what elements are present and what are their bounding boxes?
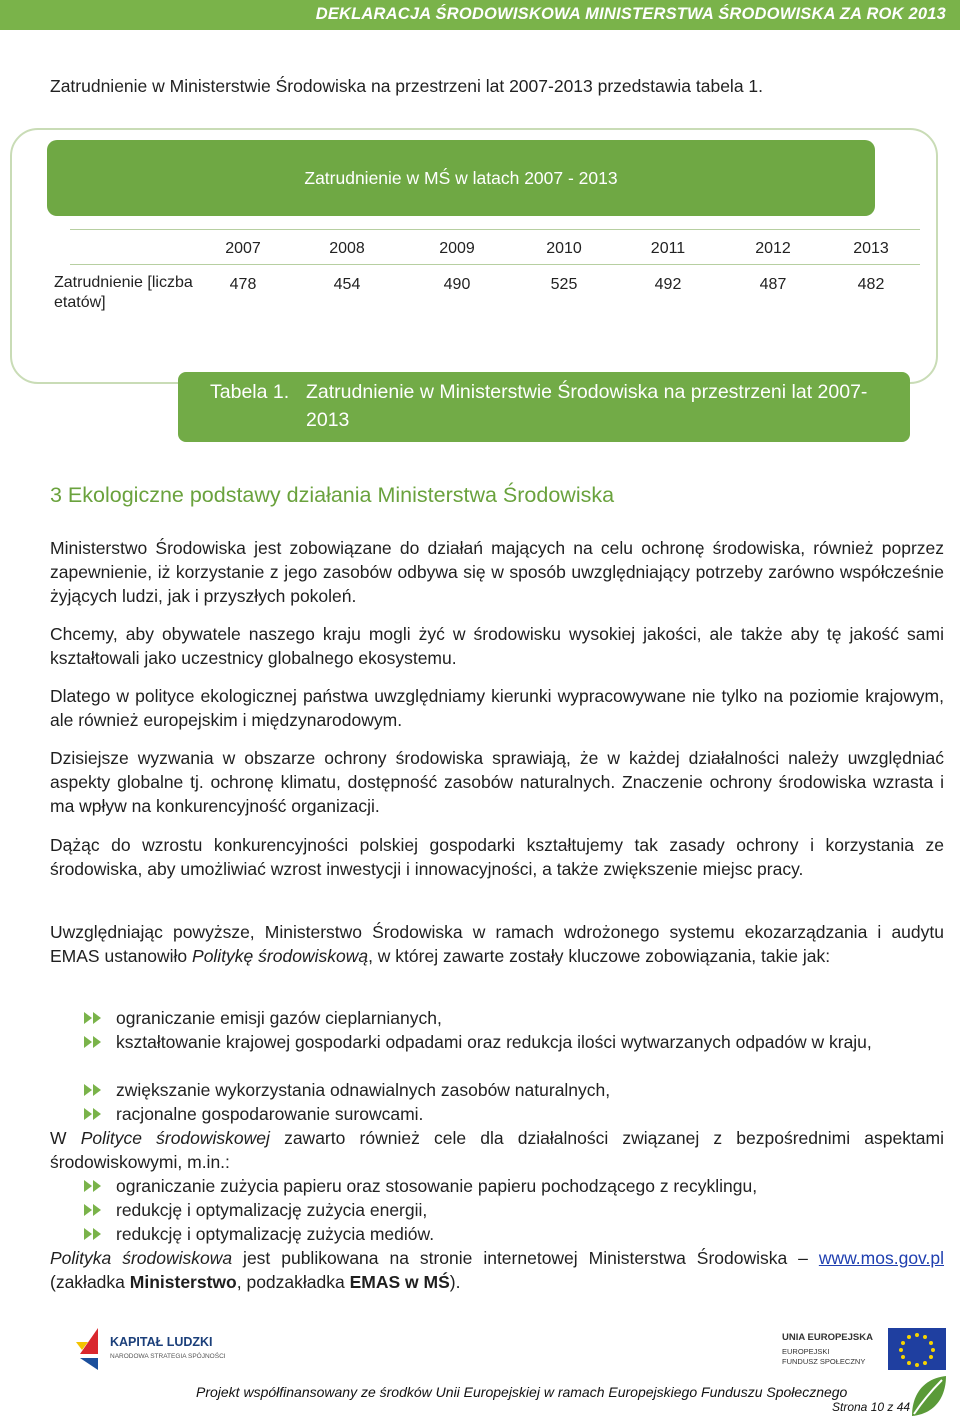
caption-label: Tabela 1.	[210, 381, 290, 403]
intro-paragraph: Zatrudnienie w Ministerstwie Środowiska na przestrzeni lat 2007-2013 przedstawia tabela 1.	[50, 76, 764, 96]
svg-text:FUNDUSZ SPOŁECZNY: FUNDUSZ SPOŁECZNY	[782, 1357, 866, 1366]
year-cell: 2010	[546, 240, 582, 257]
year-cell: 2007	[225, 240, 261, 257]
leaf-icon	[906, 1372, 950, 1420]
svg-text:UNIA EUROPEJSKA: UNIA EUROPEJSKA	[782, 1332, 873, 1343]
table-caption	[178, 372, 910, 442]
section-heading: 3 Ekologiczne podstawy działania Ministerstwa Środowiska	[50, 483, 615, 507]
page-number: Strona 10 z 44	[832, 1400, 911, 1414]
table-top-rule	[70, 229, 920, 230]
year-cell: 2013	[853, 240, 889, 257]
list-item: ograniczanie emisji gazów cieplarnianych,	[82, 1006, 944, 1030]
bullet-arrow-icon	[82, 1106, 106, 1122]
paragraph-5: Dążąc do wzrostu konkurencyjności polskiej gospodarki kształtujemy tak zasady ochrony i korzystania ze środowiska, aby umożliwiać wzrost inwestycji i innowacyjności, a także zwiększenie miejsc pracy.	[50, 835, 944, 879]
value-cell: 482	[857, 276, 885, 293]
list-item: kształtowanie krajowej gospodarki odpadami oraz redukcja ilości wytwarzanych odpadów w kraju,	[82, 1030, 944, 1054]
svg-text:KAPITAŁ LUDZKI: KAPITAŁ LUDZKI	[110, 1335, 213, 1349]
year-cell: 2011	[650, 240, 686, 257]
svg-text:EUROPEJSKI: EUROPEJSKI	[782, 1347, 830, 1356]
paragraph-6: Uwzględniając powyższe, Ministerstwo Środowiska w ramach wdrożonego systemu ekozarządzania i audytu EMAS ustanowiło Politykę środowiskową, w której zawarte zostały kluczowe zobowiązania, takie jak:	[50, 922, 944, 966]
list-item: redukcję i optymalizację zużycia energii,	[82, 1198, 944, 1222]
svg-text:NARODOWA STRATEGIA SPÓJNOŚCI: NARODOWA STRATEGIA SPÓJNOŚCI	[110, 1353, 226, 1360]
paragraph-7: W Polityce środowiskowej zawarto również cele dla działalności związanej z bezpośrednimi aspektami środowiskowymi, m.in.:	[50, 1128, 945, 1172]
value-cell: 487	[759, 276, 787, 293]
caption-text: Zatrudnienie w Ministerstwie Środowiska na przestrzeni lat 2007-2013	[306, 381, 868, 431]
value-cell: 490	[443, 276, 471, 293]
bullet-arrow-icon	[82, 1010, 106, 1026]
mos-website-link[interactable]: www.mos.gov.pl	[818, 1248, 944, 1268]
year-cell: 2012	[755, 240, 791, 257]
list-item: zwiększanie wykorzystania odnawialnych zasobów naturalnych,	[82, 1078, 944, 1102]
bullet-arrow-icon	[82, 1226, 106, 1242]
page-header	[0, 0, 960, 30]
footer-text: Projekt współfinansowany ze środków Unii Europejskiej w ramach Europejskiego Funduszu Społecznego	[196, 1384, 848, 1400]
year-cell: 2008	[329, 240, 365, 257]
value-cell: 525	[550, 276, 578, 293]
year-cell: 2009	[439, 240, 475, 257]
paragraph-1: Ministerstwo Środowiska jest zobowiązane do działań mających na celu ochronę środowiska, również poprzez zapewnienie, iż korzystanie z jego zasobów odbywa się w sposób uwzględniający potrzeby zarówno współcześnie żyjących ludzi, jak i przyszłych pokoleń.	[50, 538, 944, 606]
bullet-arrow-icon	[82, 1202, 106, 1218]
paragraph-4: Dzisiejsze wyzwania w obszarze ochrony środowiska sprawiają, że w każdej działalności należy uwzględniać aspekty globalne tj. ochronę klimatu, dostępność zasobów naturalnych. Znaczenie ochrony środowiska wzrasta i ma wpływ na konkurencyjność organizacji.	[50, 748, 944, 816]
table-row-label: Zatrudnienie [liczba etatów]	[54, 274, 193, 311]
header-title: DEKLARACJA ŚRODOWISKOWA MINISTERSTWA ŚRODOWISKA ZA ROK 2013	[315, 5, 946, 23]
paragraph-8: Polityka środowiskowa jest publikowana na stronie internetowej Ministerstwa Środowiska – www.mos.gov.pl (zakładka Ministerstwo, podzakładka EMAS w MŚ).	[50, 1248, 944, 1292]
list-item: racjonalne gospodarowanie surowcami.	[82, 1102, 944, 1126]
value-cell: 478	[229, 276, 257, 293]
table-title: Zatrudnienie w MŚ w latach 2007 - 2013	[47, 140, 875, 216]
table-header-rule	[70, 264, 920, 265]
list-item: redukcję i optymalizację zużycia mediów.	[82, 1222, 944, 1246]
paragraph-2: Chcemy, aby obywatele naszego kraju mogli żyć w środowisku wysokiej jakości, ale także aby tę jakość sami kształtowali jako uczestnicy globalnego ekosystemu.	[50, 624, 944, 668]
value-cell: 454	[333, 276, 361, 293]
eu-social-fund-logo	[782, 1328, 946, 1372]
list-item: ograniczanie zużycia papieru oraz stosowanie papieru pochodzącego z recyklingu,	[82, 1174, 944, 1198]
bullet-arrow-icon	[82, 1178, 106, 1194]
paragraph-3: Dlatego w polityce ekologicznej państwa uwzględniamy kierunki wypracowywane nie tylko na poziomie krajowym, ale również europejskim i międzynarodowym.	[50, 686, 944, 730]
bullet-arrow-icon	[82, 1034, 106, 1050]
value-cell: 492	[654, 276, 682, 293]
kapital-ludzki-logo	[76, 1324, 246, 1372]
bullet-arrow-icon	[82, 1082, 106, 1098]
